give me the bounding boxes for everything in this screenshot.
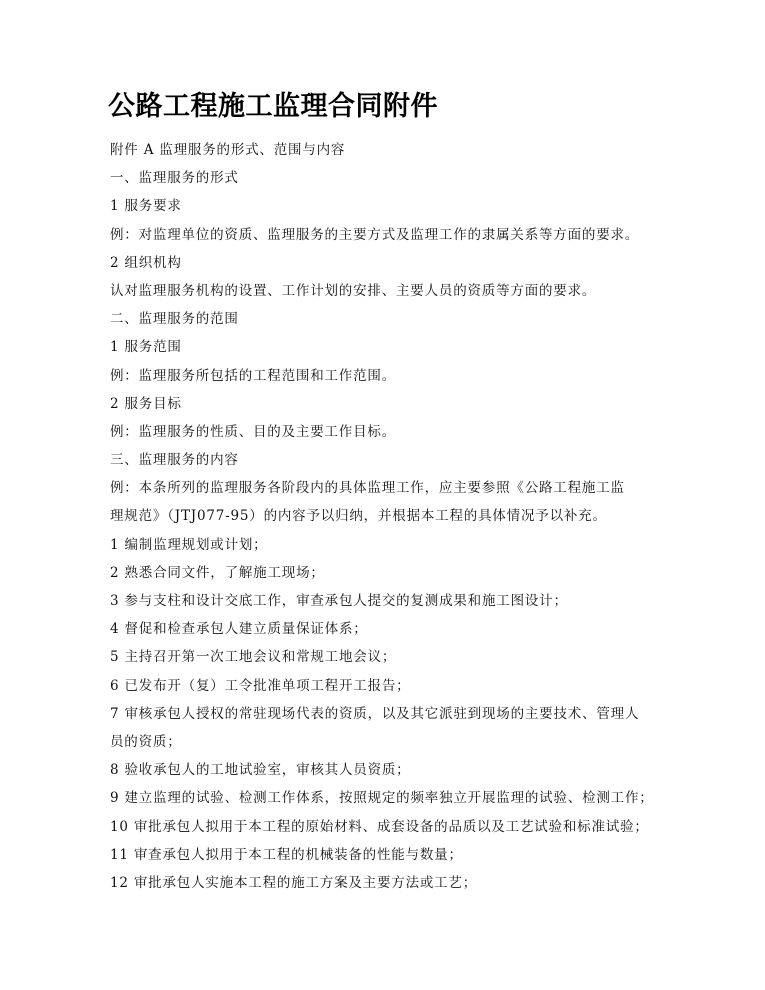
text-line: 11 审查承包人拟用于本工程的机械装备的性能与数量； [110, 846, 463, 863]
text-line: 认对监理服务机构的设置、工作计划的安排、主要人员的资质等方面的要求。 [110, 282, 597, 299]
text-line: 8 验收承包人的工地试验室，审核其人员资质； [110, 762, 411, 779]
text-line: 5 主持召开第一次工地会议和常规工地会议； [110, 649, 397, 666]
text-line: 附件 A 监理服务的形式、范围与内容 [110, 142, 346, 158]
text-line: 6 已发布开（复）工令批准单项工程开工报告； [110, 677, 411, 694]
text-line: 2 组织机构 [110, 254, 182, 271]
text-line: 1 编制监理规划或计划； [110, 536, 268, 553]
text-line: 12 审批承包人实施本工程的施工方案及主要方法或工艺； [110, 874, 478, 891]
text-line: 7 审核承包人授权的常驻现场代表的资质，以及其它派驻到现场的主要技术、管理人 [110, 705, 640, 722]
text-line: 9 建立监理的试验、检测工作体系，按照规定的频率独立开展监理的试验、检测工作； [110, 790, 654, 807]
text-line: 例：本条所列的监理服务各阶段内的具体监理工作，应主要参照《公路工程施工监 [110, 480, 625, 497]
text-line: 一、监理服务的形式 [110, 170, 239, 187]
text-line: 二、监理服务的范围 [110, 311, 239, 328]
text-line: 3 参与支柱和设计交底工作，审查承包人提交的复测成果和施工图设计； [110, 593, 568, 609]
text-line: 理规范》（JTJ077-95）的内容予以归纳，并根据本工程的具体情况予以补充。 [110, 508, 607, 525]
document-body [110, 136, 662, 897]
text-line: 三、监理服务的内容 [110, 452, 239, 469]
text-line: 1 服务范围 [110, 339, 182, 356]
text-line: 例：监理服务的性质、目的及主要工作目标。 [110, 423, 396, 440]
text-line: 2 服务目标 [110, 395, 182, 412]
text-line: 例：监理服务所包括的工程范围和工作范围。 [110, 367, 396, 384]
document-title: 公路工程施工监理合同附件 [108, 91, 438, 122]
text-line: 4 督促和检查承包人建立质量保证体系； [110, 621, 368, 638]
text-line: 10 审批承包人拟用于本工程的原始材料、成套设备的品质以及工艺试验和标准试验； [110, 818, 649, 835]
text-line: 2 熟悉合同文件，了解施工现场； [110, 564, 325, 581]
text-line: 例：对监理单位的资质、监理服务的主要方式及监理工作的隶属关系等方面的要求。 [110, 226, 640, 243]
text-line: 员的资质； [110, 733, 182, 750]
text-line: 1 服务要求 [110, 198, 182, 215]
